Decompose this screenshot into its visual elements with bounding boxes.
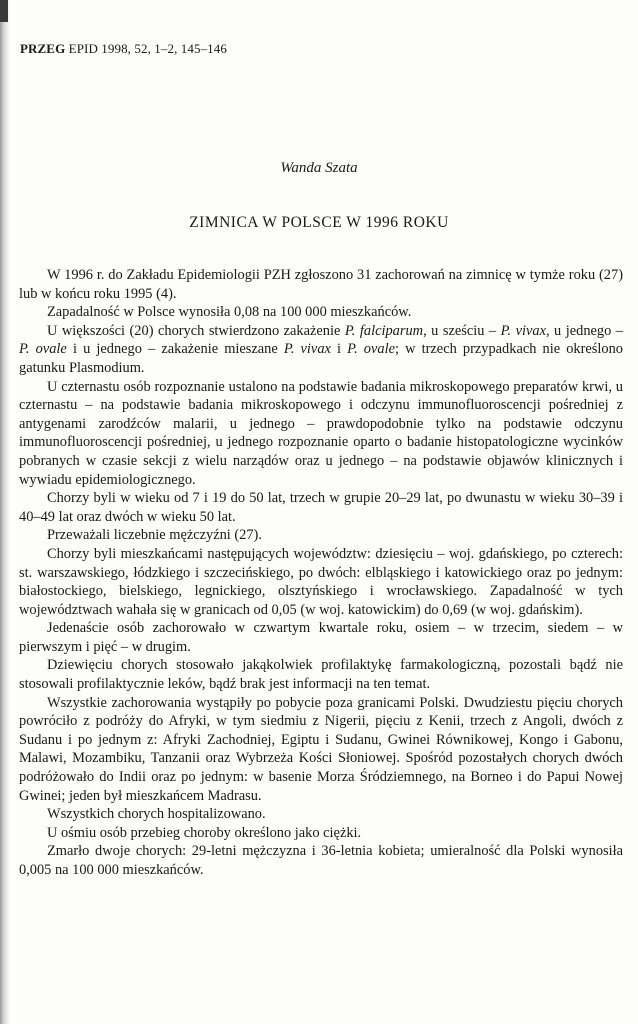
body-paragraph	[19, 619, 623, 656]
species-name: P. falciparum	[344, 322, 424, 339]
paragraph-text: Chorzy byli mieszkańcami następujących województw: dziesięciu – woj. gdańskiego, po czterech: st. warszawskiego, łódzkiego i szczecińskiego, po dwóch: elbląskiego i katowickiego oraz po jednym: białostockiego, bielskiego, legnickiego, olsztyńskiego i wrocławskiego. Zapadalność w tych województwach wahała się w granicach od 0,05 (w woj. katowickim) do 0,69 (w woj. gdańskim).	[19, 545, 623, 618]
paragraph-text: , u jednego –	[545, 322, 623, 339]
body-paragraph	[19, 656, 623, 693]
paragraph-text: Przeważali liczebnie mężczyźni (27).	[47, 527, 262, 544]
article-body	[19, 266, 623, 880]
paragraph-text: Wszystkich chorych hospitalizowano.	[47, 806, 266, 823]
body-paragraph	[19, 842, 623, 879]
body-paragraph	[19, 694, 623, 806]
paragraph-text: i	[330, 341, 348, 358]
body-paragraph	[19, 322, 623, 378]
paragraph-text: U ośmiu osób przebieg choroby określono jako ciężki.	[47, 824, 362, 841]
journal-reference	[20, 41, 227, 57]
paragraph-text: , u sześciu –	[423, 322, 501, 339]
journal-reference-rest: EPID 1998, 52, 1–2, 145–146	[65, 41, 227, 56]
paragraph-text: U większości (20) chorych stwierdzono zakażenie	[47, 322, 345, 339]
paragraph-text: Jedenaście osób zachorowało w czwartym kwartale roku, osiem – w trzecim, siedem – w pierwszym i pięć – w drugim.	[19, 620, 623, 655]
journal-reference-prefix: PRZEG	[20, 41, 66, 56]
paragraph-text: Zmarło dwoje chorych: 29-letni mężczyzna i 36-letnia kobieta; umieralność dla Polski wynosiła 0,005 na 100 000 mieszkańców.	[19, 843, 623, 878]
species-name: P. vivax	[500, 322, 546, 339]
paragraph-text: ; w trzech przypadkach nie określono gatunku Plasmodium.	[19, 341, 623, 376]
body-paragraph	[19, 526, 623, 545]
paragraph-text: Wszystkie zachorowania wystąpiły po pobycie poza granicami Polski. Dwudziestu pięciu chorych powróciło z podróży do Afryki, w tym siedmiu z Nigerii, pięciu z Kenii, trzech z Angoli, dwóch z Sudanu i po jednym z: Afryki Zachodniej, Egiptu i Sudanu, Gwinei Równikowej, Kongo i Gabonu, Malawi, Mozambiku, Tanzanii oraz Wybrzeża Kości Słoniowej. Spośród pozostałych chorych dwóch podróżowało do Indii oraz po jednym: w basenie Morza Śródziemnego, na Borneo i do Papui Nowej Gwinei; jeden był mieszkańcem Madrasu.	[19, 694, 623, 804]
body-paragraph	[19, 378, 623, 490]
paragraph-text: Chorzy byli w wieku od 7 i 19 do 50 lat, trzech w grupie 20–29 lat, po dwunastu w wieku 30–39 i 40–49 lat oraz dwóch w wieku 50 lat.	[19, 490, 623, 525]
paragraph-text: Zapadalność w Polsce wynosiła 0,08 na 100 000 mieszkańców.	[47, 304, 412, 321]
article-title: ZIMNICA W POLSCE W 1996 ROKU	[189, 214, 449, 231]
species-name: P. vivax	[283, 341, 331, 358]
paragraph-text: U czternastu osób rozpoznanie ustalono na podstawie badania mikroskopowego preparatów krwi, u czternastu – na podstawie badania mikroskopowego i odczynu immunofluoroscencji pośredniej z antygenami zarodźców malarii, u jednego – prawdopodobnie tylko na podstawie odczynu immunofluoroscencji pośredniej, u jednego rozpoznanie oparto o badanie histopatologiczne wycinków pobranych w czasie sekcji z wielu narządów oraz u jednego – na podstawie objawów klinicznych i wywiadu epidemiologicznego.	[19, 378, 623, 488]
paragraph-text: Dziewięciu chorych stosowało jakąkolwiek profilaktykę farmakologiczną, pozostali bądź nie stosowali profilaktycznie leków, bądź brak jest informacji na ten temat.	[19, 657, 623, 693]
species-name: P. ovale	[19, 341, 67, 358]
paragraph-text: i u jednego – zakażenie mieszane	[66, 341, 284, 358]
paragraph-text: W 1996 r. do Zakładu Epidemiologii PZH zgłoszono 31 zachorowań na zimnicę w tymże roku (27) lub w końcu roku 1995 (4).	[19, 267, 623, 302]
corner-scan-mark	[0, 0, 8, 22]
body-paragraph	[19, 824, 623, 843]
body-paragraph	[19, 545, 623, 619]
body-paragraph	[19, 266, 623, 303]
body-paragraph	[19, 489, 623, 526]
author-name: Wanda Szata	[280, 160, 358, 176]
body-paragraph	[19, 303, 623, 322]
species-name: P. ovale	[347, 341, 395, 358]
page-edge-shadow	[0, 0, 10, 1024]
body-paragraph	[19, 805, 623, 824]
